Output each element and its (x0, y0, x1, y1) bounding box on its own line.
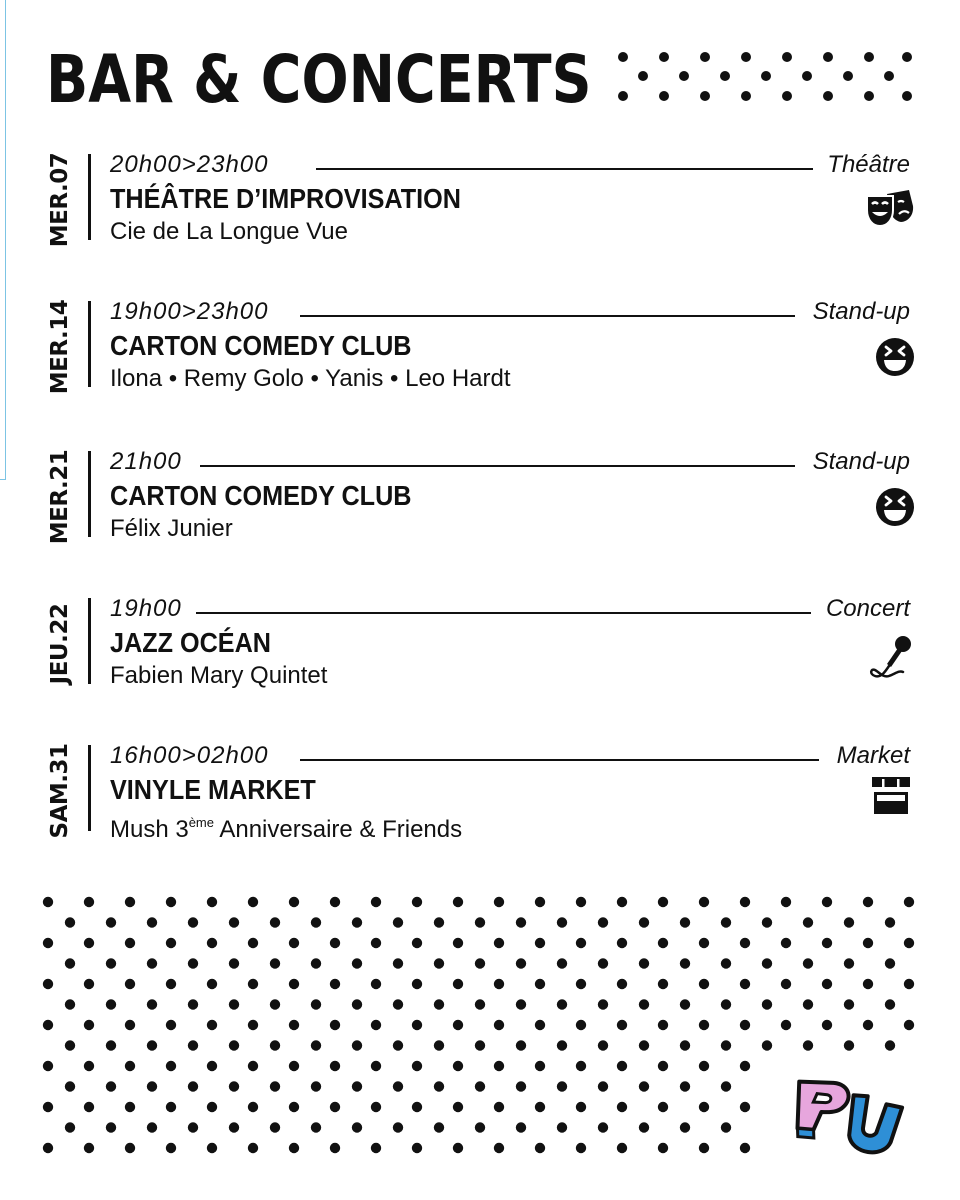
event-item (40, 741, 915, 841)
market-stall-icon (863, 775, 915, 823)
event-category: Stand-up (812, 448, 910, 475)
event-subtitle: Cie de La Longue Vue (110, 218, 348, 245)
logo-mark (783, 1075, 917, 1159)
event-time: 20h00>23h00 (110, 151, 269, 178)
event-time: 21h00 (110, 448, 182, 475)
event-divider (88, 598, 91, 684)
event-item (40, 150, 915, 250)
laughing-face-icon (863, 331, 915, 379)
event-category: Théâtre (827, 151, 910, 178)
event-rule (316, 168, 813, 170)
event-date: MER.21 (47, 449, 73, 545)
theatre-masks-icon (863, 184, 915, 232)
event-subtitle: Félix Junier (110, 515, 233, 542)
event-subtitle: Mush 3ème Anniversaire & Friends (110, 815, 463, 843)
event-rule (200, 465, 795, 467)
event-divider (88, 154, 91, 240)
event-title: VINYLE MARKET (110, 774, 316, 805)
event-item (40, 594, 915, 694)
event-title: THÉÂTRE D’IMPROVISATION (110, 183, 461, 214)
event-date: SAM.31 (47, 743, 73, 839)
event-divider (88, 451, 91, 537)
event-rule (300, 759, 819, 761)
event-time: 19h00>23h00 (110, 298, 269, 325)
event-item (40, 447, 915, 547)
event-rule (300, 315, 795, 317)
laughing-face-icon (863, 481, 915, 529)
event-time: 16h00>02h00 (110, 742, 269, 769)
event-time: 19h00 (110, 595, 182, 622)
event-rule (196, 612, 811, 614)
event-date: MER.07 (47, 152, 73, 248)
event-date: MER.14 (47, 299, 73, 395)
event-category: Stand-up (812, 298, 910, 325)
event-category: Market (836, 742, 910, 769)
microphone-icon (863, 632, 915, 680)
event-divider (88, 745, 91, 831)
event-title: JAZZ OCÉAN (110, 627, 272, 658)
event-subtitle: Fabien Mary Quintet (110, 662, 328, 689)
event-title: CARTON COMEDY CLUB (110, 330, 412, 361)
event-title: CARTON COMEDY CLUB (110, 480, 412, 511)
event-date: JEU.22 (47, 603, 73, 685)
edge-line-decoration (0, 0, 6, 480)
page-title: BAR & CONCERTS (46, 41, 592, 118)
header-dot-pattern (614, 48, 914, 104)
event-item (40, 297, 915, 397)
event-subtitle: Ilona • Remy Golo • Yanis • Leo Hardt (110, 365, 511, 392)
event-category: Concert (825, 595, 910, 622)
event-divider (88, 301, 91, 387)
